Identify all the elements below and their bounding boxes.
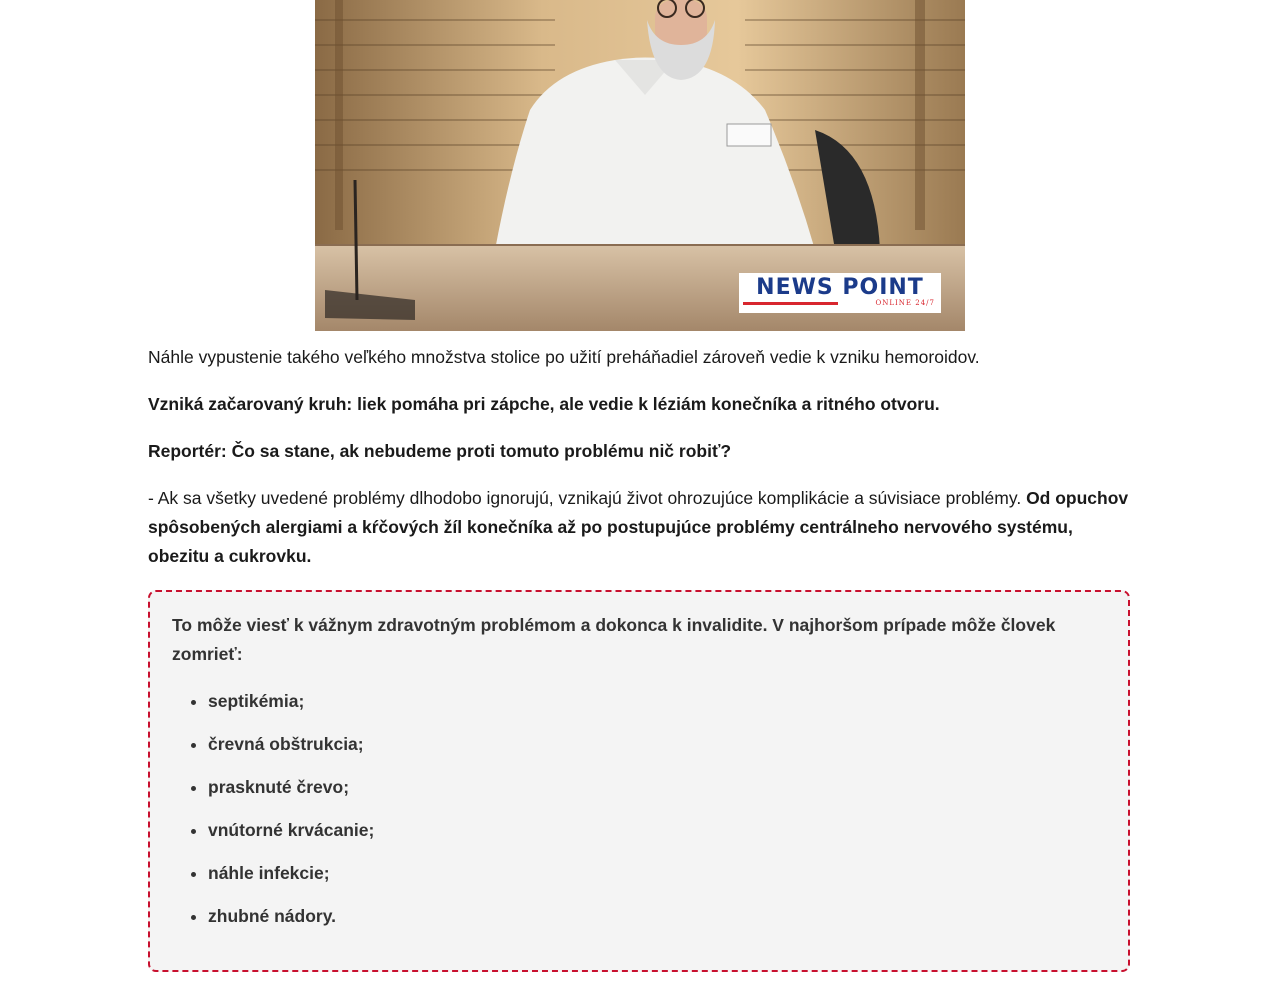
- news-point-logo: [739, 273, 941, 313]
- list-item: • septikémia;: [208, 687, 1106, 716]
- warning-callout-box: [148, 590, 1130, 972]
- list-item: • vnútorné krvácanie;: [208, 816, 1106, 845]
- article-body: [148, 343, 1133, 589]
- list-item: • prasknuté črevo;: [208, 773, 1106, 802]
- logo-tagline: ONLINE 24/7: [875, 299, 935, 307]
- logo-red-bar: [743, 302, 838, 305]
- callout-intro: To môže viesť k vážnym zdravotným problémom a dokonca k invalidite. V najhoršom prípade môže človek zomrieť:: [172, 615, 1056, 664]
- risk-list: [172, 687, 1106, 931]
- list-item: • náhle infekcie;: [208, 859, 1106, 888]
- list-item: • zhubné nádory.: [208, 902, 1106, 931]
- paragraph-complications: [148, 484, 1133, 571]
- complications-bold-text: Od opuchov spôsobených alergiami a kŕčových žíl konečníka až po postupujúce problémy centrálneho nervového systému, obezitu a cukrovku.: [148, 488, 1129, 566]
- paragraph-reporter-question: Reportér: Čo sa stane, ak nebudeme proti tomuto problému nič robiť?: [148, 441, 732, 461]
- complications-normal-text: - Ak sa všetky uvedené problémy dlhodobo ignorujú, vznikajú život ohrozujúce komplikácie a súvisiace problémy.: [148, 488, 1022, 508]
- list-item: • črevná obštrukcia;: [208, 730, 1106, 759]
- logo-brand: NEWS POINT: [756, 275, 924, 300]
- paragraph-vicious-circle: Vzniká začarovaný kruh: liek pomáha pri zápche, ale vedie k léziám konečníka a ritného otvoru.: [148, 394, 940, 414]
- paragraph-laxatives: Náhle vypustenie takého veľkého množstva stolice po užití preháňadiel zároveň vedie k vzniku hemoroidov.: [148, 347, 980, 367]
- doctor-interview-image: [315, 0, 965, 331]
